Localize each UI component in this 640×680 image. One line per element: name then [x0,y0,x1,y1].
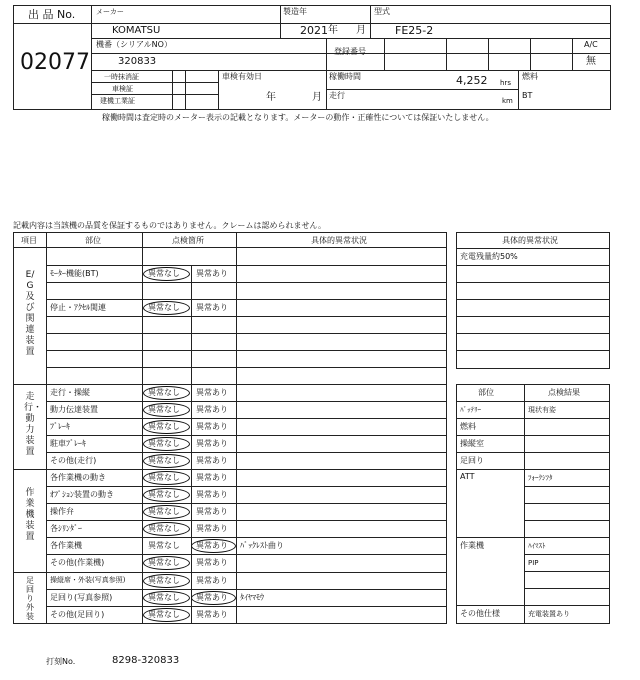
lot-number: 02077 [20,50,90,75]
right-detail-header: 具体的異常状況 [502,236,558,245]
year-unit: 年 [328,25,338,36]
other-spec-label: その他仕様 [460,609,500,618]
battery-label: ﾊﾞｯﾃﾘｰ [460,406,481,414]
other-spec-value: 充電装置あり [528,610,570,618]
check-ok: 異常なし [148,576,180,585]
row-part: 操作弁 [50,507,74,516]
serial-value: 320833 [118,56,157,67]
check-ok: 異常なし [148,269,180,278]
hours-unit: hrs [500,79,511,87]
stamp-value: 8298-320833 [112,655,180,666]
check-ok: 異常なし [148,558,180,567]
work-value-2: PIP [528,559,539,567]
check-ng: 異常あり [196,439,228,448]
th-detail: 具体的異常状況 [311,236,367,245]
check-ok: 異常なし [148,405,180,414]
check-ok: 異常なし [148,303,180,312]
stamp-label: 打刻No. [46,657,76,666]
check-ok: 異常なし [148,593,180,602]
ac-value: 無 [586,56,596,67]
model-label: 型式 [374,7,390,16]
check-ng: 異常あり [196,456,228,465]
check-ok: 異常なし [148,610,180,619]
work-value-1: ﾊｲﾏｽﾄ [528,542,546,550]
check-ng: 異常あり [196,490,228,499]
row-part: ｵﾌﾟｼｮﾝ装置の動き [50,490,114,499]
year-label: 製造年 [283,7,307,16]
row-detail: ﾀｲﾔﾏﾓｳ [240,593,264,602]
th-part: 部位 [85,236,101,245]
row-part: その他(足回り) [50,610,105,619]
check-ok: 異常なし [148,456,180,465]
row-part: 足回り(写真参照) [50,593,113,602]
disclaimer-note: 記載内容は当該機の品質を保証するものではありません。クレームは認められません。 [13,221,326,230]
check-ok: 異常なし [148,473,180,482]
row-detail: ﾊﾞｯｸﾚｽﾄ曲り [240,541,284,550]
att-label: ATT [460,472,475,481]
year-value: 2021 [300,24,328,37]
row-part: その他(走行) [50,456,97,465]
check-ok: 異常なし [148,439,180,448]
hours-value: 4,252 [456,74,488,87]
cab-label: 操縦室 [460,439,484,448]
row-part: 操縦席・外装(写真参照) [50,576,126,584]
under-label: 足回り [460,456,484,465]
row-part: 各作業機の動き [50,473,106,482]
result-h-part: 部位 [478,388,494,397]
check-ok: 異常なし [148,524,180,533]
row-part: その他(作業機) [50,558,105,567]
check-ok: 異常なし [148,490,180,499]
th-check: 点検箇所 [172,236,204,245]
lot-label: 出 品 No. [28,8,76,21]
row-part: 駐車ﾌﾞﾚｰｷ [50,439,86,448]
section-title-work: 作業機装置 [25,488,35,542]
model-value: FE25-2 [395,24,434,37]
check-ng: 異常あり [196,610,228,619]
section-title-under: 足回り外装 [26,576,34,621]
check-ng: 異常あり [196,422,228,431]
fuel-value: BT [522,91,533,100]
th-item: 項目 [21,236,37,245]
row-part: 走行・操縦 [50,388,90,397]
reg-label: 登録番号 [334,47,366,56]
maker-label: メーカー [96,8,124,16]
check-ng: 異常あり [196,405,228,414]
check-ng: 異常あり [196,541,228,550]
vehicle-cert-label: 車検証 [112,85,133,93]
month-unit: 月 [356,25,366,36]
ac-label: A/C [584,40,598,49]
att-value: ﾌｫｰｸｼﾌﾀ [528,474,553,482]
row-part: 各ｼﾘﾝﾀﾞｰ [50,524,82,533]
check-ng: 異常あり [196,593,228,602]
right-detail-line: 充電残量約50% [460,252,518,261]
check-ng: 異常あり [196,524,228,533]
mileage-label: 走行 [329,91,345,100]
row-part: ﾌﾞﾚｰｷ [50,422,70,431]
work-label: 作業機 [460,541,484,550]
check-ng: 異常あり [196,576,228,585]
row-part: ﾓｰﾀｰ機能(BT) [50,269,99,278]
check-ng: 異常あり [196,388,228,397]
fuel-label: 燃料 [522,72,538,81]
check-ok: 異常なし [148,507,180,516]
mileage-unit: km [502,97,513,105]
check-ok: 異常なし [148,388,180,397]
inspect-year-unit: 年 [266,92,276,103]
hours-label: 稼働時間 [329,72,361,81]
maker-value: KOMATSU [112,25,161,36]
inspect-label: 車検有効日 [222,72,262,81]
check-ng: 異常あり [196,558,228,567]
check-ng: 異常あり [196,269,228,278]
hours-note: 稼働時間は査定時のメーター表示の記載となります。メーターの動作・正確性については保証いたしません。 [102,113,494,122]
result-h-result: 点検結果 [548,388,580,397]
fuel-row-label: 燃料 [460,422,476,431]
check-ng: 異常あり [196,507,228,516]
section-title-eg: E/G及び関連装置 [25,270,35,357]
inspect-month-unit: 月 [312,92,322,103]
check-ng: 異常あり [196,303,228,312]
check-ok: 異常なし [148,541,180,550]
section-title-drive: 走行・動力装置 [24,392,43,457]
row-part: 停止・ｱｸｾﾙ関連 [50,303,106,312]
check-ng: 異常あり [196,473,228,482]
serial-label: 機番（シリアルNO） [96,40,172,49]
transfer-cert-label: 建機工業証 [100,97,135,105]
row-part: 各作業機 [50,541,82,550]
battery-value: 現状有姿 [528,406,556,414]
temp-cert-label: 一時抹消証 [104,73,139,81]
row-part: 動力伝達装置 [50,405,98,414]
check-ok: 異常なし [148,422,180,431]
